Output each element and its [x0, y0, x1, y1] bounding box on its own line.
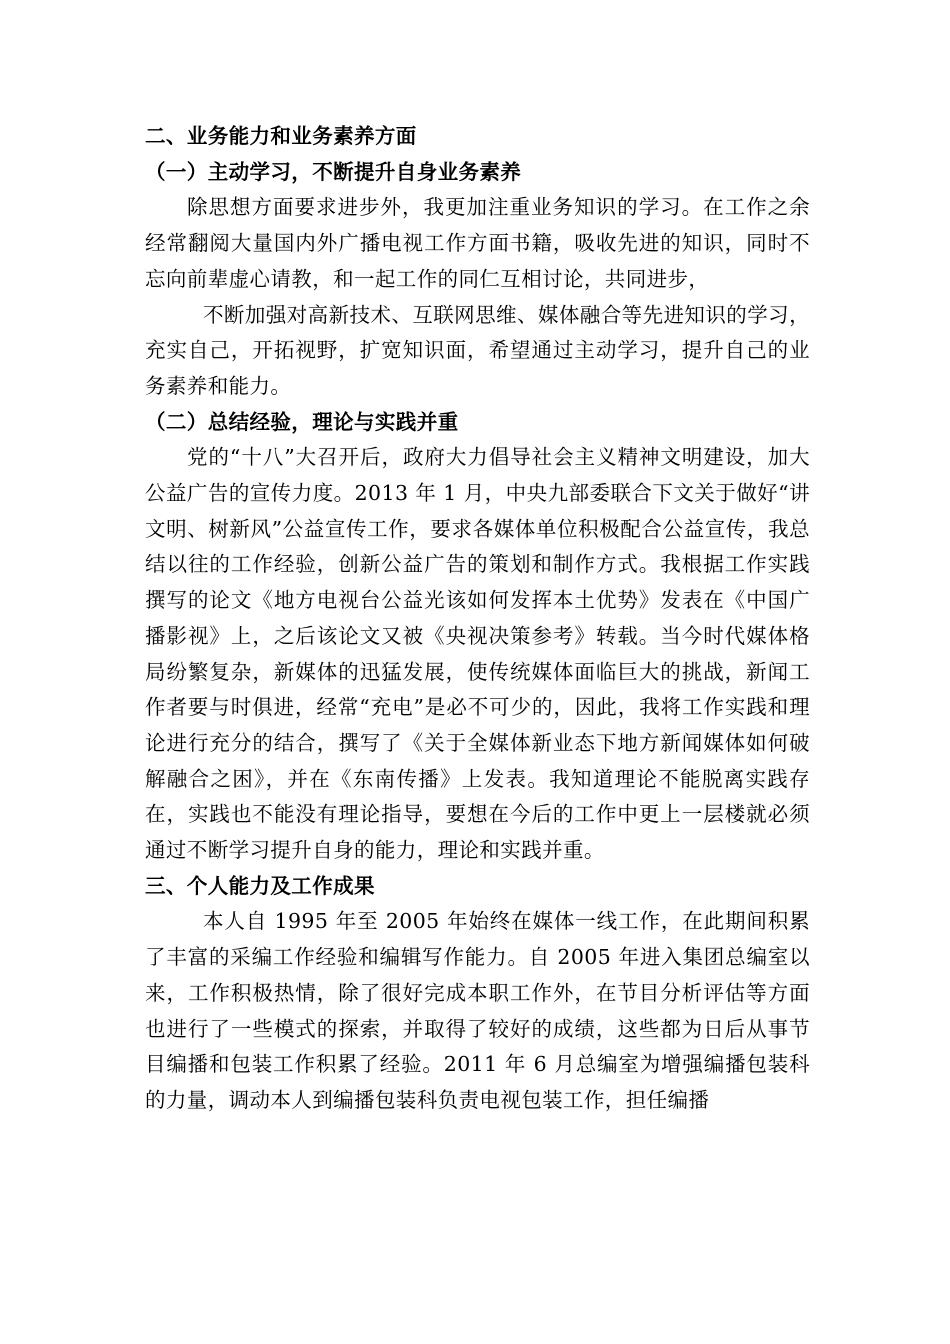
document-body	[145, 119, 810, 1119]
heading-section-two: 二、业务能力和业务素养方面	[145, 124, 417, 148]
para-experience: 党的“十八”大召开后，政府大力倡导社会主义精神文明建设，加大公益广告的宣传力度。2013 年 1 月，中央九部委联合下文关于做好“讲文明、树新风”公益宣传工作，要求各媒体单位积极配合公益宣传，我总结以往的工作经验，创新公益广告的策划和制作方式。我根据工作实践撰写的论文《地方电视台公益光该如何发挥本土优势》发表在《中国广播影视》上，之后该论文又被《央视决策参考》转载。当今时代媒体格局纷繁复杂，新媒体的迅猛发展，使传统媒体面临巨大的挑战，新闻工作者要与时俱进，经常“充电”是必不可少的，因此，我将工作实践和理论进行充分的结合，撰写了《关于全媒体新业态下地方新闻媒体如何破解融合之困》，并在《东南传播》上发表。我知道理论不能脱离实践存在，实践也不能没有理论指导，要想在今后的工作中更上一层楼就必须通过不断学习提升自身的能力，理论和实践并重。	[145, 445, 810, 863]
para-study-2: 不断加强对高新技术、互联网思维、媒体融合等先进知识的学习，充实自己，开拓视野，扩宽知识面，希望通过主动学习，提升自己的业务素养和能力。	[145, 302, 810, 398]
heading-subsection-two: （二）总结经验，理论与实践并重	[145, 409, 459, 434]
para-achievements: 本人自 1995 年至 2005 年始终在媒体一线工作，在此期间积累了丰富的采编工作经验和编辑写作能力。自 2005 年进入集团总编室以来，工作积极热情，除了很好完成本职工作外，在节目分析评估等方面也进行了一些模式的探索，并取得了较好的成绩，这些都为日后从事节目编播和包装工作积累了经验。2011 年 6 月总编室为增强编播包装科的力量，调动本人到编播包装科负责电视包装工作，担任编播	[145, 909, 810, 1112]
para-study-1: 除思想方面要求进步外，我更加注重业务知识的学习。在工作之余经常翻阅大量国内外广播电视工作方面书籍，吸收先进的知识，同时不忘向前辈虚心请教，和一起工作的同仁互相讨论，共同进步，	[145, 195, 810, 291]
heading-section-three: 三、个人能力及工作成果	[145, 873, 375, 898]
heading-subsection-one: （一）主动学习，不断提升自身业务素养	[145, 159, 522, 184]
